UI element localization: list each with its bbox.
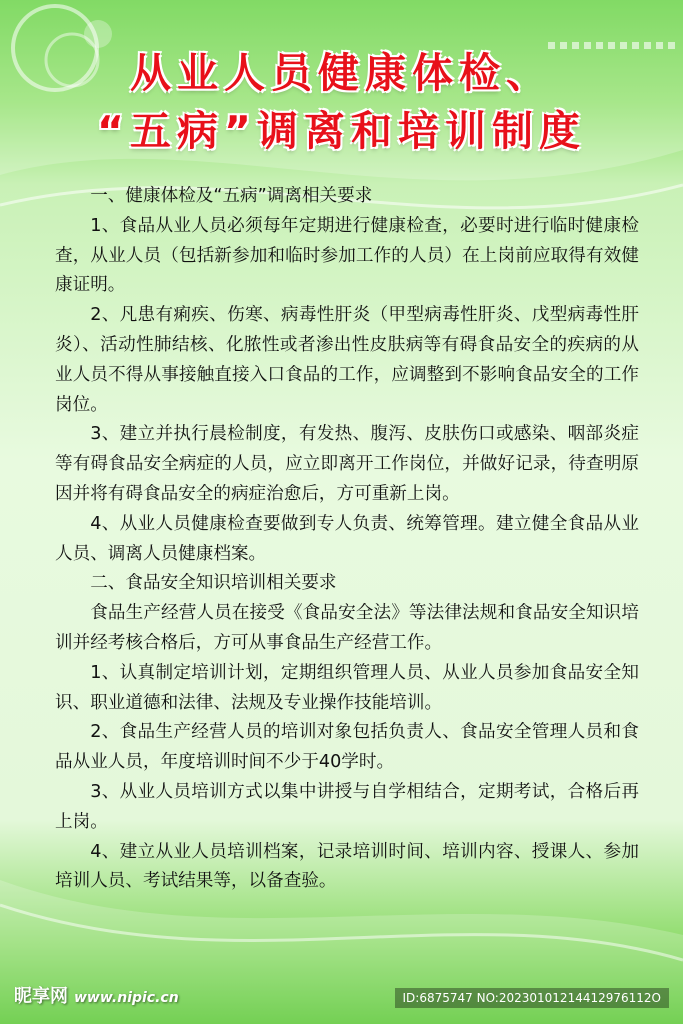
watermark-brand-name: 昵享网: [14, 986, 68, 1007]
watermark-id: ID:6875747 NO:20230101214412976112O: [395, 988, 669, 1008]
regulation-body: [55, 182, 639, 897]
title-line-1: 从业人员健康体检、: [130, 49, 553, 97]
paragraph-2-4: 4、建立从业人员培训档案，记录培训时间、培训内容、授课人、参加培训人员、考试结果等，以备查验。: [55, 841, 639, 892]
paragraph-2-1: 1、认真制定培训计划，定期组织管理人员、从业人员参加食品安全知识、职业道德和法律、法规及专业操作技能培训。: [55, 662, 639, 713]
watermark-url: www.nipic.cn: [74, 990, 179, 1006]
watermark-brand: [14, 982, 179, 1008]
paragraph-1-1: 1、食品从业人员必须每年定期进行健康检查，必要时进行临时健康检查，从业人员（包括新参加和临时参加工作的人员）在上岗前应取得有效健康证明。: [55, 215, 639, 296]
section-heading-1: 一、健康体检及“五病”调离相关要求: [90, 186, 373, 206]
paragraph-1-4: 4、从业人员健康检查要做到专人负责、统筹管理。建立健全食品从业人员、调离人员健康档案。: [55, 513, 639, 564]
paragraph-1-3: 3、建立并执行晨检制度，有发热、腹泻、皮肤伤口或感染、咽部炎症等有碍食品安全病症的人员，应立即离开工作岗位，并做好记录，待查明原因并将有碍食品安全的病症治愈后，方可重新上岗。: [55, 424, 639, 504]
paragraph-2-2: 2、食品生产经营人员的培训对象包括负责人、食品安全管理人员和食品从业人员，年度培训时间不少于40学时。: [55, 722, 639, 773]
title-line-2: “五病”调离和培训制度: [97, 107, 586, 155]
paragraph-2-intro: 食品生产经营人员在接受《食品安全法》等法律法规和食品安全知识培训并经考核合格后，方可从事食品生产经营工作。: [55, 603, 639, 653]
section-heading-2: 二、食品安全知识培训相关要求: [90, 573, 337, 594]
paragraph-2-3: 3、从业人员培训方式以集中讲授与自学相结合，定期考试，合格后再上岗。: [55, 781, 639, 832]
paragraph-1-2: 2、凡患有痢疾、伤寒、病毒性肝炎（甲型病毒性肝炎、戊型病毒性肝炎）、活动性肺结核、化脓性或者渗出性皮肤病等有碍食品安全的疾病的从业人员不得从事接触直接入口食品的工作，应调整到不影响食品安全的工作岗位。: [55, 305, 639, 415]
